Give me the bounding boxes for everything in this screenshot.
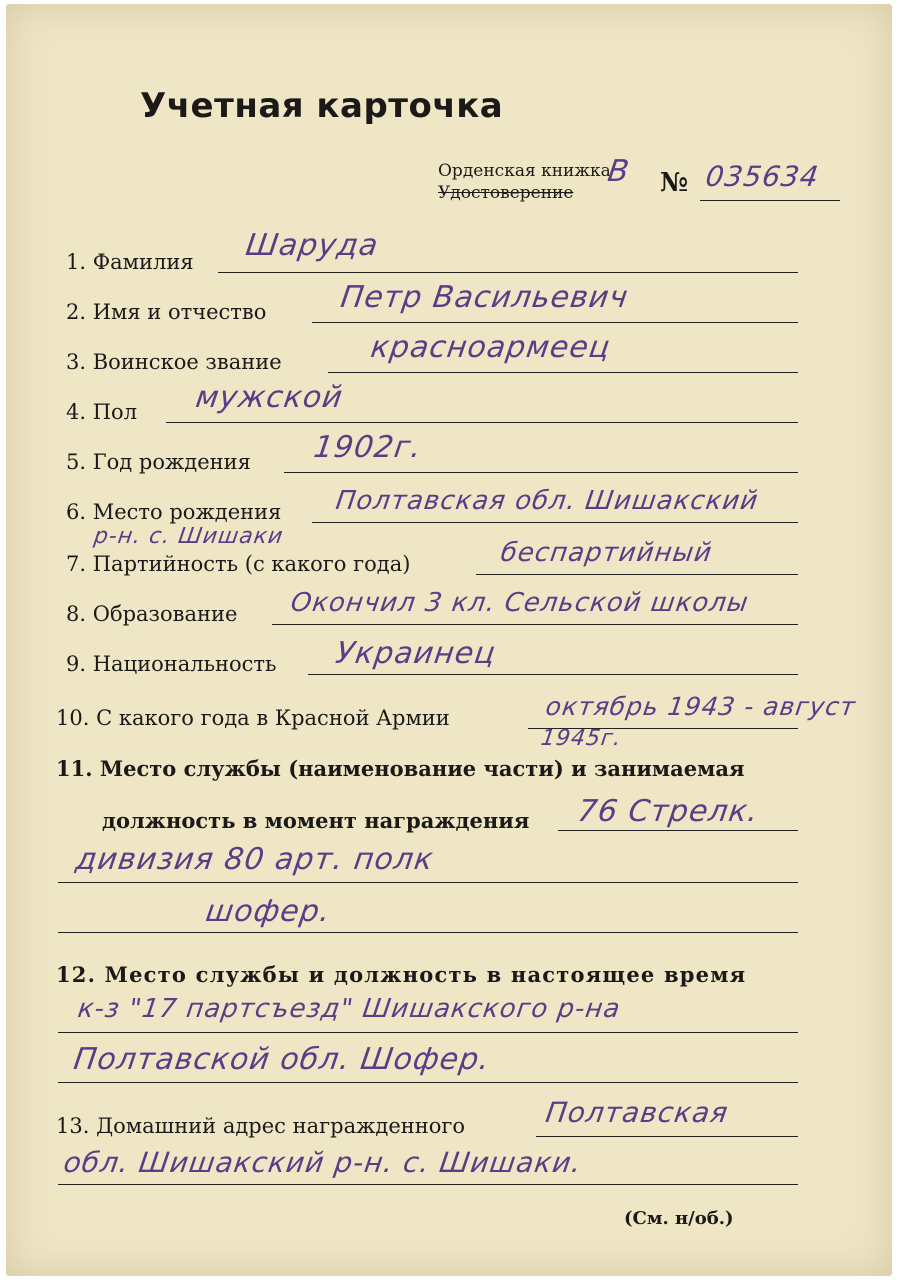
current-service-value-2: Полтавской обл. Шофер. — [71, 1042, 493, 1077]
field-1-rule — [218, 272, 798, 273]
field-3-label: 3. Воинское звание — [66, 350, 282, 374]
education-value: Окончил 3 кл. Сельской школы — [288, 588, 751, 618]
service-value: 76 Стрелк. — [575, 794, 761, 829]
award-record-card — [6, 4, 892, 1276]
current-service-value: к-з "17 партсъезд" Шишакского р-на — [75, 994, 623, 1024]
address-value-2: обл. Шишакский р-н. с. Шишаки. — [61, 1146, 584, 1179]
certificate-label: Удостоверение — [438, 183, 574, 203]
surname-value: Шаруда — [243, 228, 381, 263]
order-book-label: Орденская книжка — [438, 161, 611, 181]
field-7-label: 7. Партийность (с какого года) — [66, 552, 411, 576]
field-11-label: 11. Место службы (наименование части) и занимаемая — [56, 756, 745, 781]
card-title: Учетная карточка — [140, 86, 504, 126]
field-11-rule-2 — [58, 882, 798, 883]
service-value-2: дивизия 80 арт. полк — [73, 842, 436, 877]
field-2-label: 2. Имя и отчество — [66, 300, 267, 324]
field-11-rule-3 — [58, 932, 798, 933]
field-13-rule-2 — [58, 1184, 798, 1185]
field-3-rule — [328, 372, 798, 373]
order-book-labels — [438, 160, 611, 204]
field-9-label: 9. Национальность — [66, 652, 277, 676]
party-value: беспартийный — [498, 538, 715, 568]
field-13-label: 13. Домашний адрес награжденного — [56, 1114, 466, 1138]
field-7-rule — [476, 574, 798, 575]
field-8-rule — [272, 624, 798, 625]
field-9-rule — [308, 674, 798, 675]
field-13-rule-1 — [536, 1136, 798, 1137]
address-value: Полтавская — [543, 1096, 731, 1129]
field-11-label-2: должность в момент награждения — [102, 808, 530, 833]
field-4-rule — [166, 422, 798, 423]
field-11-rule-1 — [558, 830, 798, 831]
army-since-value: октябрь 1943 - август — [543, 692, 858, 721]
field-12-rule-1 — [58, 1032, 798, 1033]
book-number-handwritten: 035634 — [703, 160, 822, 193]
field-2-rule — [312, 322, 798, 323]
army-since-value-2: 1945г. — [539, 726, 624, 751]
service-value-3: шофер. — [203, 894, 333, 929]
field-12-rule-2 — [58, 1082, 798, 1083]
sex-value: мужской — [193, 380, 346, 415]
number-rule — [700, 200, 840, 201]
field-5-label: 5. Год рождения — [66, 450, 251, 474]
birthplace-value-2: р-н. с. Шишаки — [92, 524, 286, 549]
series-handwritten: В — [605, 154, 633, 189]
field-6-rule — [312, 522, 798, 523]
birth-year-value: 1902г. — [311, 430, 425, 465]
field-5-rule — [284, 472, 798, 473]
field-12-label: 12. Место службы и должность в настоящее время — [56, 962, 747, 987]
rank-value: красноармеец — [368, 330, 613, 365]
birthplace-value: Полтавская обл. Шишакский — [333, 486, 761, 516]
name-patronymic-value: Петр Васильевич — [338, 280, 631, 315]
field-10-label: 10. С какого года в Красной Армии — [56, 706, 450, 730]
field-8-label: 8. Образование — [66, 602, 238, 626]
field-6-label: 6. Место рождения — [66, 500, 282, 524]
nationality-value: Украинец — [333, 636, 499, 671]
number-sign: № — [660, 168, 689, 198]
field-4-label: 4. Пол — [66, 400, 138, 424]
field-1-label: 1. Фамилия — [66, 250, 194, 274]
see-reverse-note: (См. н/об.) — [624, 1208, 734, 1229]
